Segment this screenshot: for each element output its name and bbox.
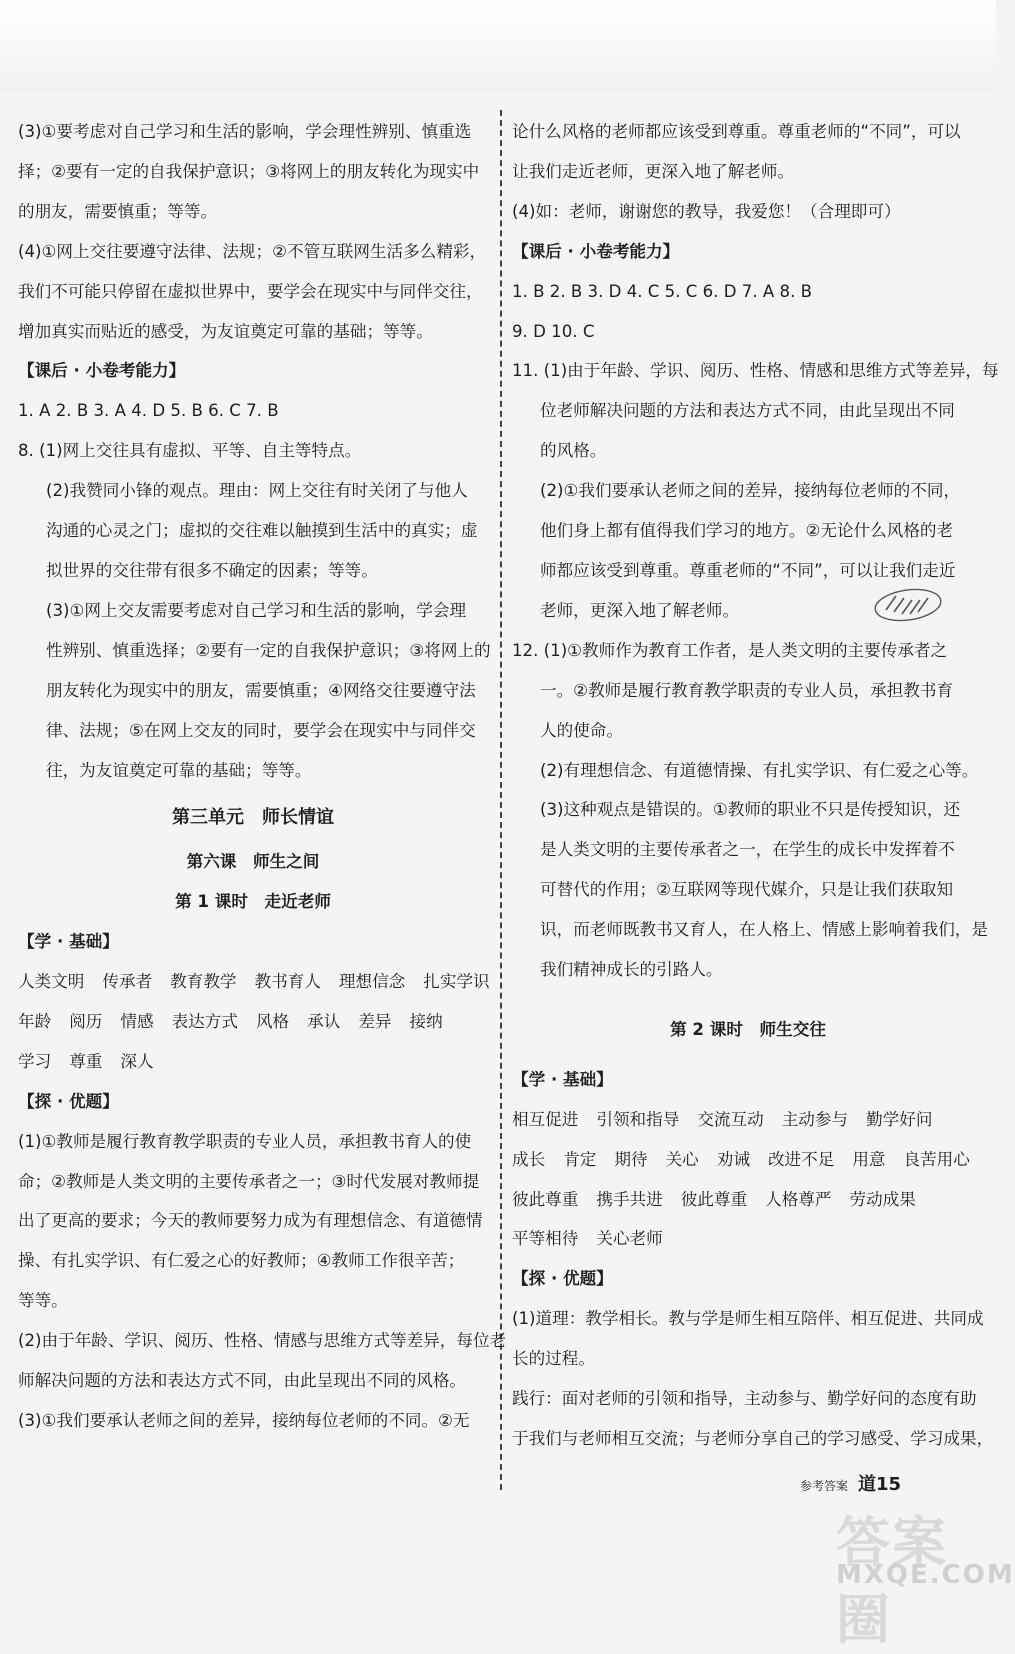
question-8-line: (3)①网上交友需要考虑对自己学习和生活的影响，学会理 <box>46 600 467 620</box>
basics-word: 劝诫 <box>716 1149 750 1169</box>
text-line: 师解决问题的方法和表达方式不同，由此呈现出不同的风格。 <box>18 1371 467 1391</box>
basics-word: 彼此尊重 <box>680 1189 748 1209</box>
question-12-line: (2)有理想信念、有道德情操、有扎实学识、有仁爱之心等。 <box>540 760 979 780</box>
text-line: 于我们与老师相互交流；与老师分享自己的学习感受、学习成果， <box>512 1429 994 1448</box>
text-line: 择；②要有一定的自我保护意识；③将网上的朋友转化为现实中 <box>18 161 480 181</box>
period-title: 第 2 课时 师生交往 <box>670 1019 826 1039</box>
question-8-line: 8. (1)网上交往具有虚拟、平等、自主等特点。 <box>18 441 362 461</box>
text-line: (2)由于年龄、学识、阅历、性格、情感与思维方式等差异，每位老 <box>18 1331 507 1351</box>
question-11-line: 老师，更深入地了解老师。 <box>540 600 740 620</box>
question-11-line: 位老师解决问题的方法和表达方式不同，由此呈现出不同 <box>540 401 955 421</box>
basics-word: 关心老师 <box>596 1229 663 1249</box>
question-8-line: 朋友转化为现实中的朋友，需要慎重；④网络交往要遵守法 <box>46 680 476 700</box>
text-line: 命；②教师是人类文明的主要传承者之一；③时代发展对教师提 <box>18 1171 480 1191</box>
question-8-line: 往，为友谊奠定可靠的基础；等等。 <box>46 760 312 780</box>
text-line: 长的过程。 <box>512 1349 595 1369</box>
question-11-line: 师都应该受到尊重。尊重老师的“不同”，可以让我们走近 <box>540 560 956 580</box>
basics-word: 尊重 <box>69 1051 103 1071</box>
right-column <box>512 112 999 1459</box>
basics-row <box>18 1002 488 1042</box>
page-footer <box>800 1470 901 1496</box>
question-12-line: 是人类文明的主要传承者之一，在学生的成长中发挥着不 <box>540 840 955 860</box>
page-top-margin <box>0 0 996 92</box>
basics-word: 劳动成果 <box>849 1189 916 1209</box>
text-line: (4)如：老师，谢谢您的教导，我爱您！（合理即可） <box>512 201 901 221</box>
text-line: 践行：面对老师的引领和指导，主动参与、勤学好问的态度有助 <box>512 1389 977 1409</box>
basics-row <box>18 962 488 1002</box>
text-line: (1)道理：教学相长。教与学是师生相互陪伴、相互促进、共同成 <box>512 1309 984 1329</box>
question-11-line: (2)①我们要承认老师之间的差异，接纳每位老师的不同， <box>540 481 961 501</box>
basics-word: 成长 <box>512 1149 546 1169</box>
basics-word: 理想信念 <box>338 972 406 992</box>
basics-word: 传承者 <box>102 972 153 992</box>
left-column <box>18 112 507 1441</box>
question-12-line: (3)这种观点是错误的。①教师的职业不只是传授知识，还 <box>540 800 961 820</box>
text-line: (1)①教师是履行教育教学职责的专业人员，承担教书育人的使 <box>18 1131 472 1151</box>
question-8-line: 律、法规；⑤在网上交友的同时，要学会在现实中与同伴交 <box>46 720 476 740</box>
section-label-explore: 【探 · 优题】 <box>18 1091 119 1111</box>
basics-word: 引领和指导 <box>596 1109 680 1129</box>
basics-word: 年龄 <box>18 1011 52 1031</box>
basics-word: 承认 <box>307 1011 341 1031</box>
text-line: (3)①我们要承认老师之间的差异，接纳每位老师的不同。②无 <box>18 1411 470 1430</box>
section-label-basics: 【学 · 基础】 <box>512 1069 613 1089</box>
text-line: 我们不可能只停留在虚拟世界中，要学会在现实中与同伴交往， <box>18 281 483 301</box>
basics-word: 关心 <box>665 1149 699 1169</box>
question-8-line: 性辨别、慎重选择；②要有一定的自我保护意识；③将网上的 <box>46 640 491 660</box>
basics-word: 良苦用心 <box>903 1149 970 1169</box>
text-line: (4)①网上交往要遵守法律、法规；②不管互联网生活多么精彩， <box>18 241 487 261</box>
basics-word: 情感 <box>120 1011 154 1031</box>
basics-word: 携手共进 <box>596 1189 663 1209</box>
scribble-stamp-icon <box>872 586 944 624</box>
section-label-after-class: 【课后 · 小卷考能力】 <box>512 241 680 261</box>
section-label-after-class: 【课后 · 小卷考能力】 <box>18 361 186 381</box>
text-line: 增加真实而贴近的感受，为友谊奠定可靠的基础；等等。 <box>18 321 433 341</box>
question-8-line: (2)我赞同小锋的观点。理由：网上交往有时关闭了与他人 <box>46 481 468 501</box>
basics-word: 阅历 <box>69 1011 103 1031</box>
basics-word: 交流互动 <box>697 1109 764 1129</box>
period-title: 第 1 课时 走近老师 <box>175 892 331 912</box>
basics-word: 主动参与 <box>781 1109 849 1129</box>
basics-word: 接纳 <box>409 1011 443 1031</box>
text-line: 操、有扎实学识、有仁爱之心的好教师；④教师工作很辛苦； <box>18 1251 465 1271</box>
basics-word: 改进不足 <box>767 1149 835 1169</box>
basics-word: 肯定 <box>563 1149 597 1169</box>
watermark-logo: 答案圈 <box>836 1511 948 1651</box>
basics-word: 人格尊严 <box>765 1189 832 1209</box>
text-line: 等等。 <box>18 1291 68 1311</box>
question-12-line: 一。②教师是履行教育教学职责的专业人员，承担教书育 <box>540 680 954 700</box>
basics-word: 教书育人 <box>254 972 321 992</box>
text-line: 论什么风格的老师都应该受到尊重。尊重老师的“不同”，可以 <box>512 122 961 141</box>
section-label-explore: 【探 · 优题】 <box>512 1269 613 1289</box>
basics-word: 风格 <box>255 1011 290 1031</box>
question-11-line: 的风格。 <box>540 441 607 461</box>
question-8-line: 沟通的心灵之门；虚拟的交往难以触摸到生活中的真实；虚 <box>46 521 478 541</box>
question-12-line: 可替代的作用；②互联网等现代媒介，只是让我们获取知 <box>540 880 954 900</box>
basics-word: 期待 <box>614 1149 648 1169</box>
basics-word: 表达方式 <box>171 1011 238 1031</box>
basics-row <box>18 1042 488 1082</box>
text-line: 的朋友，需要慎重；等等。 <box>18 201 218 221</box>
basics-word: 深人 <box>120 1051 154 1071</box>
footer-label: 参考答案 <box>800 1479 849 1493</box>
text-line: 让我们走近老师，更深入地了解老师。 <box>512 161 795 181</box>
basics-word: 勤学好问 <box>866 1109 933 1129</box>
basics-row <box>512 1100 984 1140</box>
question-8-line: 拟世界的交往带有很多不确定的因素；等等。 <box>46 560 378 580</box>
question-12-line: 12. (1)①教师作为教育工作者，是人类文明的主要传承者之 <box>512 640 948 660</box>
basics-word: 用意 <box>852 1149 886 1169</box>
question-12-line: 人的使命。 <box>540 720 623 740</box>
unit-title: 第三单元 师长情谊 <box>172 807 334 829</box>
question-11-line: 他们身上都有值得我们学习的地方。②无论什么风格的老 <box>540 521 954 541</box>
basics-word: 相互促进 <box>512 1109 579 1129</box>
lesson-title: 第六课 师生之间 <box>186 852 320 872</box>
basics-word: 差异 <box>358 1011 392 1031</box>
basics-word: 人类文明 <box>18 972 85 992</box>
basics-word: 彼此尊重 <box>512 1189 579 1209</box>
basics-word: 教育教学 <box>170 972 237 992</box>
basics-row <box>512 1140 984 1180</box>
question-12-line: 我们精神成长的引路人。 <box>540 960 723 980</box>
column-divider <box>500 110 502 1490</box>
text-line: (3)①要考虑对自己学习和生活的影响，学会理性辨别、慎重选 <box>18 122 472 141</box>
basics-word: 学习 <box>18 1051 52 1071</box>
basics-word: 平等相待 <box>512 1229 579 1249</box>
page-number: 道15 <box>858 1474 902 1495</box>
basics-row <box>512 1219 984 1259</box>
basics-row <box>512 1180 984 1220</box>
multiple-choice-answers: 1. A 2. B 3. A 4. D 5. B 6. C 7. B <box>18 401 279 421</box>
basics-word: 扎实学识 <box>423 972 490 992</box>
text-line: 出了更高的要求；今天的教师要努力成为有理想信念、有道德情 <box>18 1211 483 1231</box>
section-label-basics: 【学 · 基础】 <box>18 932 119 952</box>
multiple-choice-answers: 9. D 10. C <box>512 321 595 341</box>
question-11-line: 11. (1)由于年龄、学识、阅历、性格、情感和思维方式等差异，每 <box>512 361 999 381</box>
watermark-url: MXQE.COM <box>836 1560 1015 1590</box>
multiple-choice-answers: 1. B 2. B 3. D 4. C 5. C 6. D 7. A 8. B <box>512 281 813 301</box>
question-12-line: 识，而老师既教书又育人，在人格上、情感上影响着我们，是 <box>540 920 989 940</box>
